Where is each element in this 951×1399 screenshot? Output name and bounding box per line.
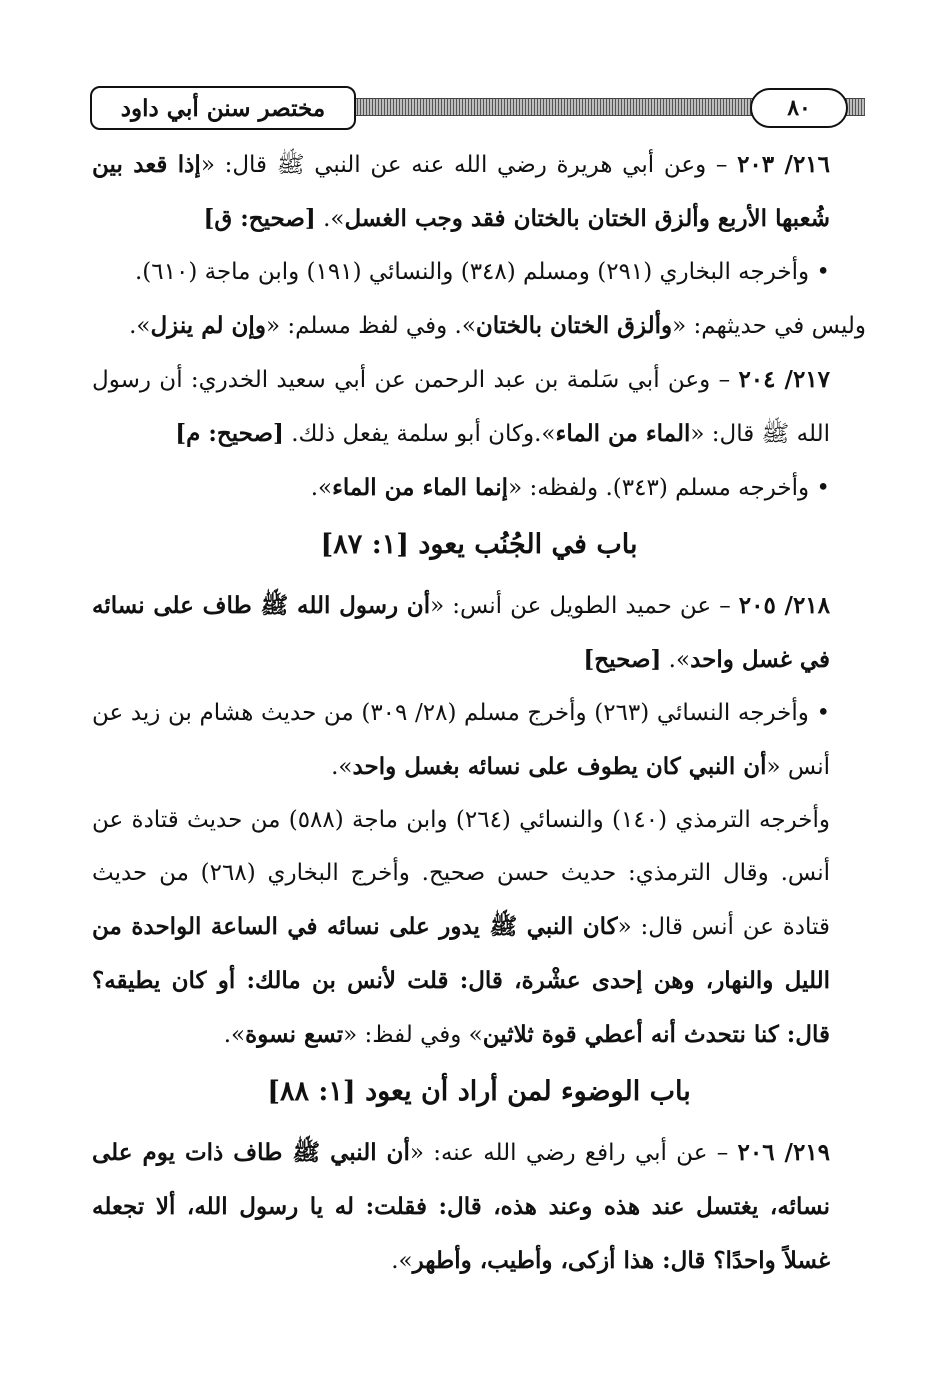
hadith-text: ». (661, 647, 691, 673)
hadith-text: ». (391, 1248, 413, 1274)
takhrij-quote: إنما الماء من الماء (332, 474, 509, 501)
hadith-text: – عن أبي رافع رضي الله عنه: « (409, 1140, 738, 1166)
hadith-218 (92, 579, 866, 687)
chapter-heading: باب الوضوء لمن أراد أن يعود [١: ٨٨] (267, 1076, 691, 1107)
hadith-grade: [صحيح] (583, 646, 662, 673)
hadith-quote: إذا قعد بين شُعبها الأربع وألزق الختان بالختان فقد وجب الغسل (92, 151, 830, 232)
takhrij-216a (92, 246, 866, 299)
hadith-number: ٢١٦/ ٢٠٣ (737, 151, 830, 178)
takhrij-text: ». (310, 475, 333, 501)
hadith-text: – وعن أبي هريرة رضي الله عنه عن النبي ﷺ قال: « (200, 152, 738, 178)
hadith-text: – وعن أبي سَلمة بن عبد الرحمن عن أبي سعيد الخدري: أن رسول الله ﷺ قال: « (92, 367, 830, 447)
book-title: مختصر سنن أبي داود (90, 86, 356, 130)
takhrij-text: ». (331, 754, 353, 780)
hadith-text: ». (315, 206, 345, 232)
takhrij-text: ». (129, 313, 151, 339)
takhrij-quote: أن النبي كان يطوف على نسائه بغسل واحد (352, 753, 767, 780)
hadith-219 (92, 1126, 866, 1288)
hadith-grade: [صحيح: م] (175, 420, 284, 447)
takhrij-216b (92, 299, 866, 353)
hadith-number: ٢١٧/ ٢٠٤ (738, 366, 830, 393)
hadith-216 (92, 138, 866, 246)
takhrij-quote: تسع نسوة (245, 1021, 344, 1048)
takhrij-text: » وفي لفظ: « (343, 1022, 483, 1048)
hadith-text: – عن حميد الطويل عن أنس: « (430, 593, 739, 619)
hadith-text: ».وكان أبو سلمة يفعل ذلك. (283, 421, 556, 447)
hadith-217 (92, 353, 866, 461)
chapter-heading: باب في الجُنُب يعود [١: ٨٧] (320, 529, 638, 560)
takhrij-218a (92, 687, 866, 794)
hadith-grade: [صحيح: ق] (203, 205, 316, 232)
hadith-quote: أن النبي ﷺ طاف ذات يوم على نسائه، يغتسل عند هذه وعند هذه، قال: فقلت: له يا رسول الله، ألا تجعله غسلاً واحدًا؟ قال: هذا أزكى، وأطيب، وأطهر (92, 1139, 830, 1274)
takhrij-quote: وإن لم ينزل (150, 312, 266, 339)
takhrij-text: • وأخرجه البخاري (٢٩١) ومسلم (٣٤٨) والنسائي (١٩١) وابن ماجة (٦١٠). (134, 259, 830, 285)
page-header (90, 84, 865, 132)
takhrij-217 (92, 461, 866, 515)
hadith-quote: أن رسول الله ﷺ طاف على نسائه في غسل واحد (92, 592, 830, 673)
hadith-number: ٢١٨/ ٢٠٥ (738, 592, 830, 619)
hadith-quote: الماء من الماء (555, 420, 691, 447)
takhrij-text: ». (223, 1022, 246, 1048)
takhrij-quote: كان النبي ﷺ يدور على نسائه في الساعة الواحدة من الليل والنهار، وهن إحدى عشْرة، قال: قلت لأنس بن مالك: أو كان يطيقه؟ قال: كنا نتحدث أنه أعطي قوة ثلاثين (92, 913, 830, 1048)
page-body (92, 138, 866, 1288)
takhrij-218b (92, 794, 866, 1062)
takhrij-text: • وأخرجه مسلم (٣٤٣). ولفظه: « (508, 475, 830, 501)
takhrij-text: • وأخرجه النسائي (٢٦٣) وأخرج مسلم (٢٨/ ٣٠٩) من حديث هشام بن زيد عن أنس « (92, 700, 831, 780)
hadith-number: ٢١٩/ ٢٠٦ (737, 1139, 830, 1166)
page-number: ٨٠ (750, 88, 848, 128)
takhrij-text: وأخرجه الترمذي (١٤٠) والنسائي (٢٦٤) وابن ماجة (٥٨٨) من حديث قتادة عن أنس. وقال الترمذي: حديث حسن صحيح. وأخرج البخاري (٢٦٨) من حديث قتادة عن أنس قال: « (92, 807, 831, 940)
takhrij-text: وليس في حديثهم: « (672, 313, 866, 339)
takhrij-quote: وألزق الختان بالختان (475, 312, 673, 339)
takhrij-text: ». وفي لفظ مسلم: « (265, 313, 476, 339)
